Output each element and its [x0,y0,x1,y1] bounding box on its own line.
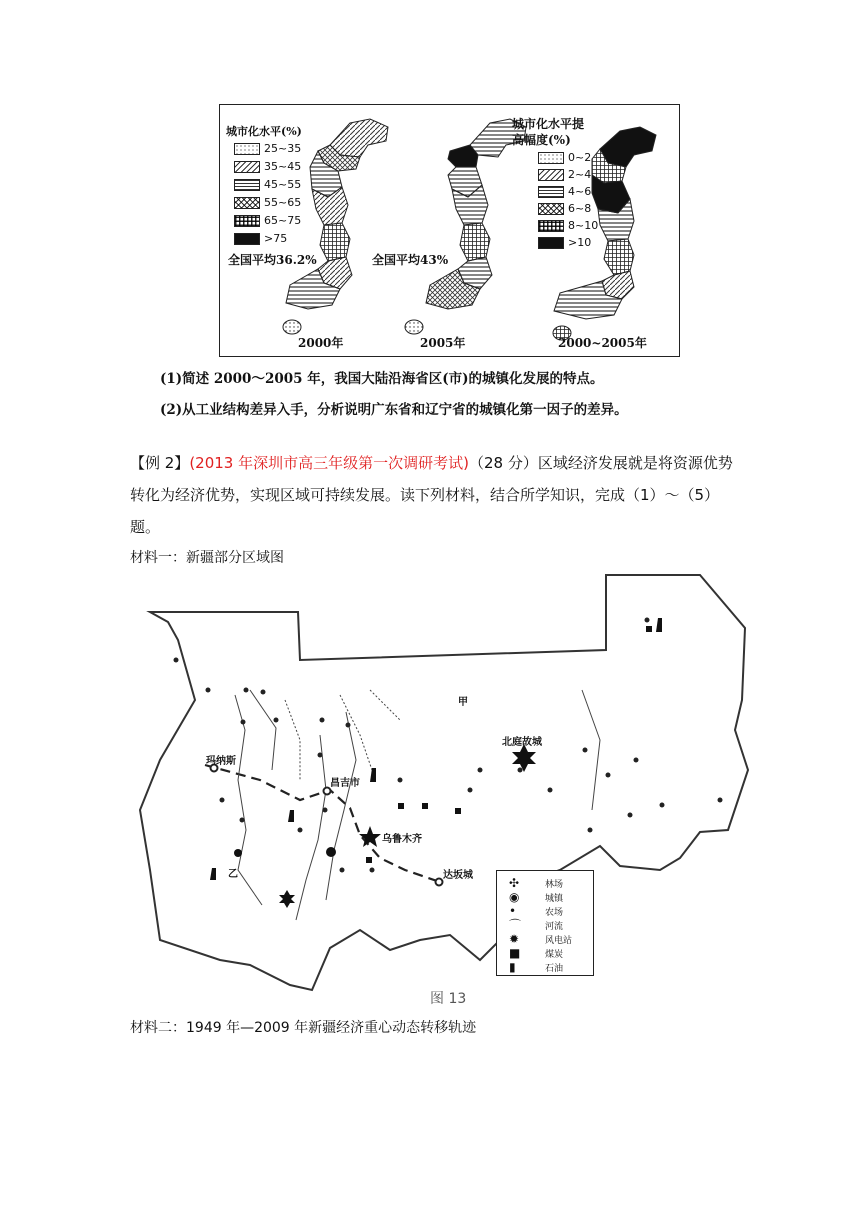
legend-1-row: 25~35 [234,142,301,155]
town-icon: ◉ [509,890,520,904]
legend-2-title-line2: 高幅度(%) [512,133,571,147]
farm-marker [206,688,211,693]
legend-2-row: 2~4 [538,168,591,181]
example-line-2: 转化为经济优势，实现区域可持续发展。读下列材料，结合所学知识，完成（1）～（5） [130,486,720,504]
farm-marker [320,718,325,723]
coal-icon: ■ [509,946,521,960]
forest-farm-marker [279,890,295,908]
label-jia: 甲 [458,697,468,708]
label-beiting: 北庭故城 [502,737,542,748]
river-icon: ⌒ [509,918,522,932]
farm-marker [478,768,483,773]
national-average-2000: 全国平均36.2% [228,253,317,267]
legend-2-row: 8~10 [538,219,598,232]
town-marker [436,879,443,886]
railway-line [205,765,440,882]
capital-star-icon [359,826,381,847]
wind-station-icon: ✹ [509,932,520,946]
oil-markers [210,618,662,880]
farm-marker [244,688,249,693]
material-2-title: 材料二：1949 年—2009 年新疆经济重心动态转移轨迹 [130,1020,477,1036]
example-text: （28 分）区域经济发展就是将资源优势 [468,454,733,472]
coal-marker [398,803,404,809]
oil-marker [288,810,294,822]
caption-2000-2005: 2000~2005年 [558,336,647,350]
farm-marker [518,768,523,773]
label-dabancheng: 达坂城 [443,870,473,881]
region-outline [140,575,748,990]
forest-farm-marker [512,744,536,772]
label-urumqi: 乌鲁木齐 [382,834,422,845]
legend-item: 林场 [545,880,564,890]
legend-1-row: 35~45 [234,160,301,173]
label-manasi: 玛纳斯 [206,756,236,767]
farm-marker [468,788,473,793]
legend-1-row: >75 [234,232,287,245]
farm-marker [628,813,633,818]
river [285,700,300,780]
figure-caption: 图 13 [430,991,467,1007]
legend-2-row: 6~8 [538,202,591,215]
label-changji: 昌吉市 [330,778,360,789]
oil-marker [656,618,662,632]
legend-1-row: 55~65 [234,196,301,209]
legend-item: 农场 [545,908,564,918]
farm-marker [370,868,375,873]
wind-station-marker [326,847,336,857]
river [250,690,276,770]
farm-icon: • [509,904,517,918]
oil-icon: ▮ [509,960,516,974]
legend-2-row: 4~6 [538,185,591,198]
farm-marker [298,828,303,833]
farm-marker [174,658,179,663]
legend-1-row: 45~55 [234,178,301,191]
label-yi: 乙 [228,869,238,880]
legend-item: 煤炭 [545,950,564,960]
legend-1-row: 65~75 [234,214,301,227]
forest-farm-icon: ✣ [509,876,520,890]
farm-marker [583,748,588,753]
question-2: (2)从工业结构差异入手，分析说明广东省和辽宁省的城镇化第一因子的差异。 [160,402,628,418]
farm-marker [660,803,665,808]
river [370,690,400,720]
national-average-2005: 全国平均43% [372,253,449,267]
farm-marker [346,723,351,728]
farm-marker [588,828,593,833]
legend-item: 河流 [545,922,564,932]
farm-marker [718,798,723,803]
material-1-title: 材料一：新疆部分区域图 [130,550,284,566]
oil-marker [210,868,216,880]
farm-marker [645,618,650,623]
farm-marker [261,690,266,695]
caption-2000: 2000年 [298,336,344,350]
oil-marker [370,768,376,782]
question-1: (1)简述 2000～2005 年，我国大陆沿海省区(市)的城镇化发展的特点。 [160,371,604,387]
wind-station-marker [234,849,242,857]
legend-2-title: 城市化水平提 [512,117,585,131]
coal-marker [366,857,372,863]
example-source: (2013 年深圳市高三年级第一次调研考试) [189,454,469,472]
map-legend [496,870,594,976]
farm-marker [241,720,246,725]
farm-marker [274,718,279,723]
farm-marker [548,788,553,793]
legend-2-row: 0~2 [538,151,591,164]
legend-2-row: >10 [538,236,591,249]
farm-marker [240,818,245,823]
coal-marker [455,808,461,814]
farm-marker [323,808,328,813]
wind-station-markers [234,847,336,857]
legend-item: 风电站 [545,936,573,946]
example-label: 【例 2】 [130,454,190,472]
farm-marker [606,773,611,778]
farm-marker [318,753,323,758]
legend-item: 石油 [545,964,564,974]
caption-2005: 2005年 [420,336,466,350]
farm-marker [340,868,345,873]
river [235,695,262,905]
legend-1-title: 城市化水平(%) [226,125,302,138]
coal-marker [422,803,428,809]
farm-marker [634,758,639,763]
legend-item: 城镇 [545,894,564,904]
example-line-3: 题。 [130,518,161,536]
coal-marker [646,626,652,632]
farm-marker [398,778,403,783]
farm-marker [220,798,225,803]
